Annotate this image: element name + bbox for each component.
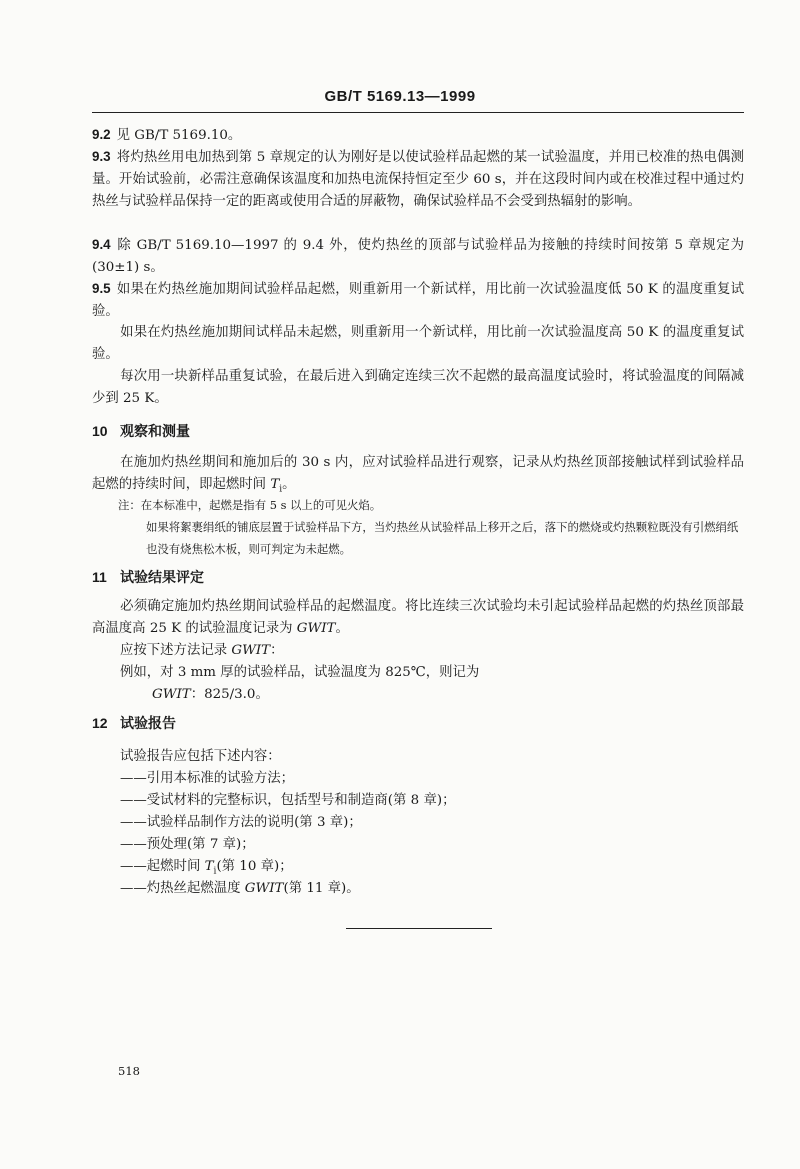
section-number: 11 [92,569,107,585]
line-text: 应按下述方法记录 [120,643,232,658]
header-rule [92,112,744,113]
section-number: 10 [92,423,108,439]
clause-text: 见 GB/T 5169.10。 [116,128,242,143]
item-text-end: (第 11 章)。 [283,881,360,896]
clause-text: 除 GB/T 5169.10—1997 的 9.4 外，使灼热丝的顶部与试验样品为接触的持续时间按第 5 章规定为(30±1) s。 [92,238,744,275]
clause-number: 9.2 [92,127,111,142]
section-11-heading [92,566,744,589]
section-11-body [92,596,744,640]
clause-text: 如果在灼热丝施加期间试验样品起燃，则重新用一个新试样，用比前一次试验温度低 50 K 的温度重复试验。 [92,282,744,319]
clause-text: 将灼热丝用电加热到第 5 章规定的认为刚好是以使试验样品起燃的某一试验温度，并用已校准的热电偶测量。开始试验前，必需注意确保该温度和加热电流保持恒定至少 60 s，并在这段时间内或在校准过程中通过灼热丝与试验样品保持一定的距离或使用合适的屏蔽物，确保试验样品不会受到热辐射的影响。 [92,150,744,209]
clause-number: 9.3 [92,149,111,164]
gwit-symbol: GWIT [152,687,191,702]
report-item-2: ——受试材料的完整标识，包括型号和制造商(第 8 章)； [120,793,456,808]
section-10-note: 注：在本标准中，起燃是指有 5 s 以上的可见火焰。 [118,498,382,512]
section-10-heading [92,420,744,443]
gwit-symbol: GWIT [244,881,284,896]
section-10-note-cont: 如果将絮裹绢纸的铺底层置于试验样品下方，当灼热丝从试验样品上移开之后，落下的燃烧或灼热颗粒既没有引燃绢纸也没有烧焦松木板，则可判定为未起燃。 [146,520,739,556]
item-text: ——起燃时间 [120,859,205,874]
clause-9-5 [92,278,744,323]
ignition-time-symbol: T [270,477,280,492]
report-item-4: ——预处理(第 7 章)； [120,837,255,852]
clause-9-5-para-2: 如果在灼热丝施加期间试样品未起燃，则重新用一个新试样，用比前一次试验温度高 50 K 的温度重复试验。 [92,325,744,362]
section-11-line-2: 例如，对 3 mm 厚的试验样品，试验温度为 825℃，则记为 [120,665,480,680]
gwit-symbol: GWIT [231,643,271,658]
clause-9-5-para-3: 每次用一块新样品重复试验，在最后进入到确定连续三次不起燃的最高温度试验时，将试验温度的间隔减少到 25 K。 [92,369,744,406]
section-10-text: 在施加灼热丝期间和施加后的 30 s 内，应对试验样品进行观察，记录从灼热丝顶部接触试样到试验样品起燃的持续时间，即起燃时间 [92,455,744,492]
ignition-time-symbol: T [204,859,214,874]
section-11-text-end: 。 [335,621,349,636]
page-header: GB/T 5169.13—1999 [324,88,476,105]
ignition-time-subscript: i [279,484,283,495]
clause-number: 9.5 [92,281,111,296]
section-12-intro: 试验报告应包括下述内容： [120,749,281,764]
clause-9-4 [92,234,744,279]
report-item-6 [120,878,744,900]
section-title: 试验结果评定 [120,570,204,586]
clause-number: 9.4 [92,237,111,252]
section-title: 观察和测量 [120,424,190,440]
end-rule [346,928,492,929]
section-12-heading [92,712,744,735]
page-number: 518 [118,1064,140,1078]
line-text-end: ：825/3.0。 [190,687,269,702]
clause-9-2 [92,124,744,147]
report-item-1: ——引用本标准的试验方法； [120,771,295,786]
section-11-line-3 [152,684,776,706]
section-11-line-1 [120,640,744,662]
line-text-end: ： [270,643,284,658]
gwit-symbol: GWIT [296,621,336,636]
report-item-3: ——试验样品制作方法的说明(第 3 章)； [120,815,362,830]
ignition-time-subscript: i [213,866,217,877]
section-10-text-end: 。 [282,477,296,492]
section-number: 12 [92,715,108,731]
item-text-end: (第 10 章)； [216,859,293,874]
item-text: ——灼热丝起燃温度 [120,881,245,896]
section-title: 试验报告 [120,716,176,732]
clause-9-3 [92,146,744,213]
section-11-text: 必须确定施加灼热丝期间试验样品的起燃温度。将比连续三次试验均未引起试验样品起燃的灼热丝顶部最高温度高 25 K 的试验温度记录为 [92,599,744,636]
